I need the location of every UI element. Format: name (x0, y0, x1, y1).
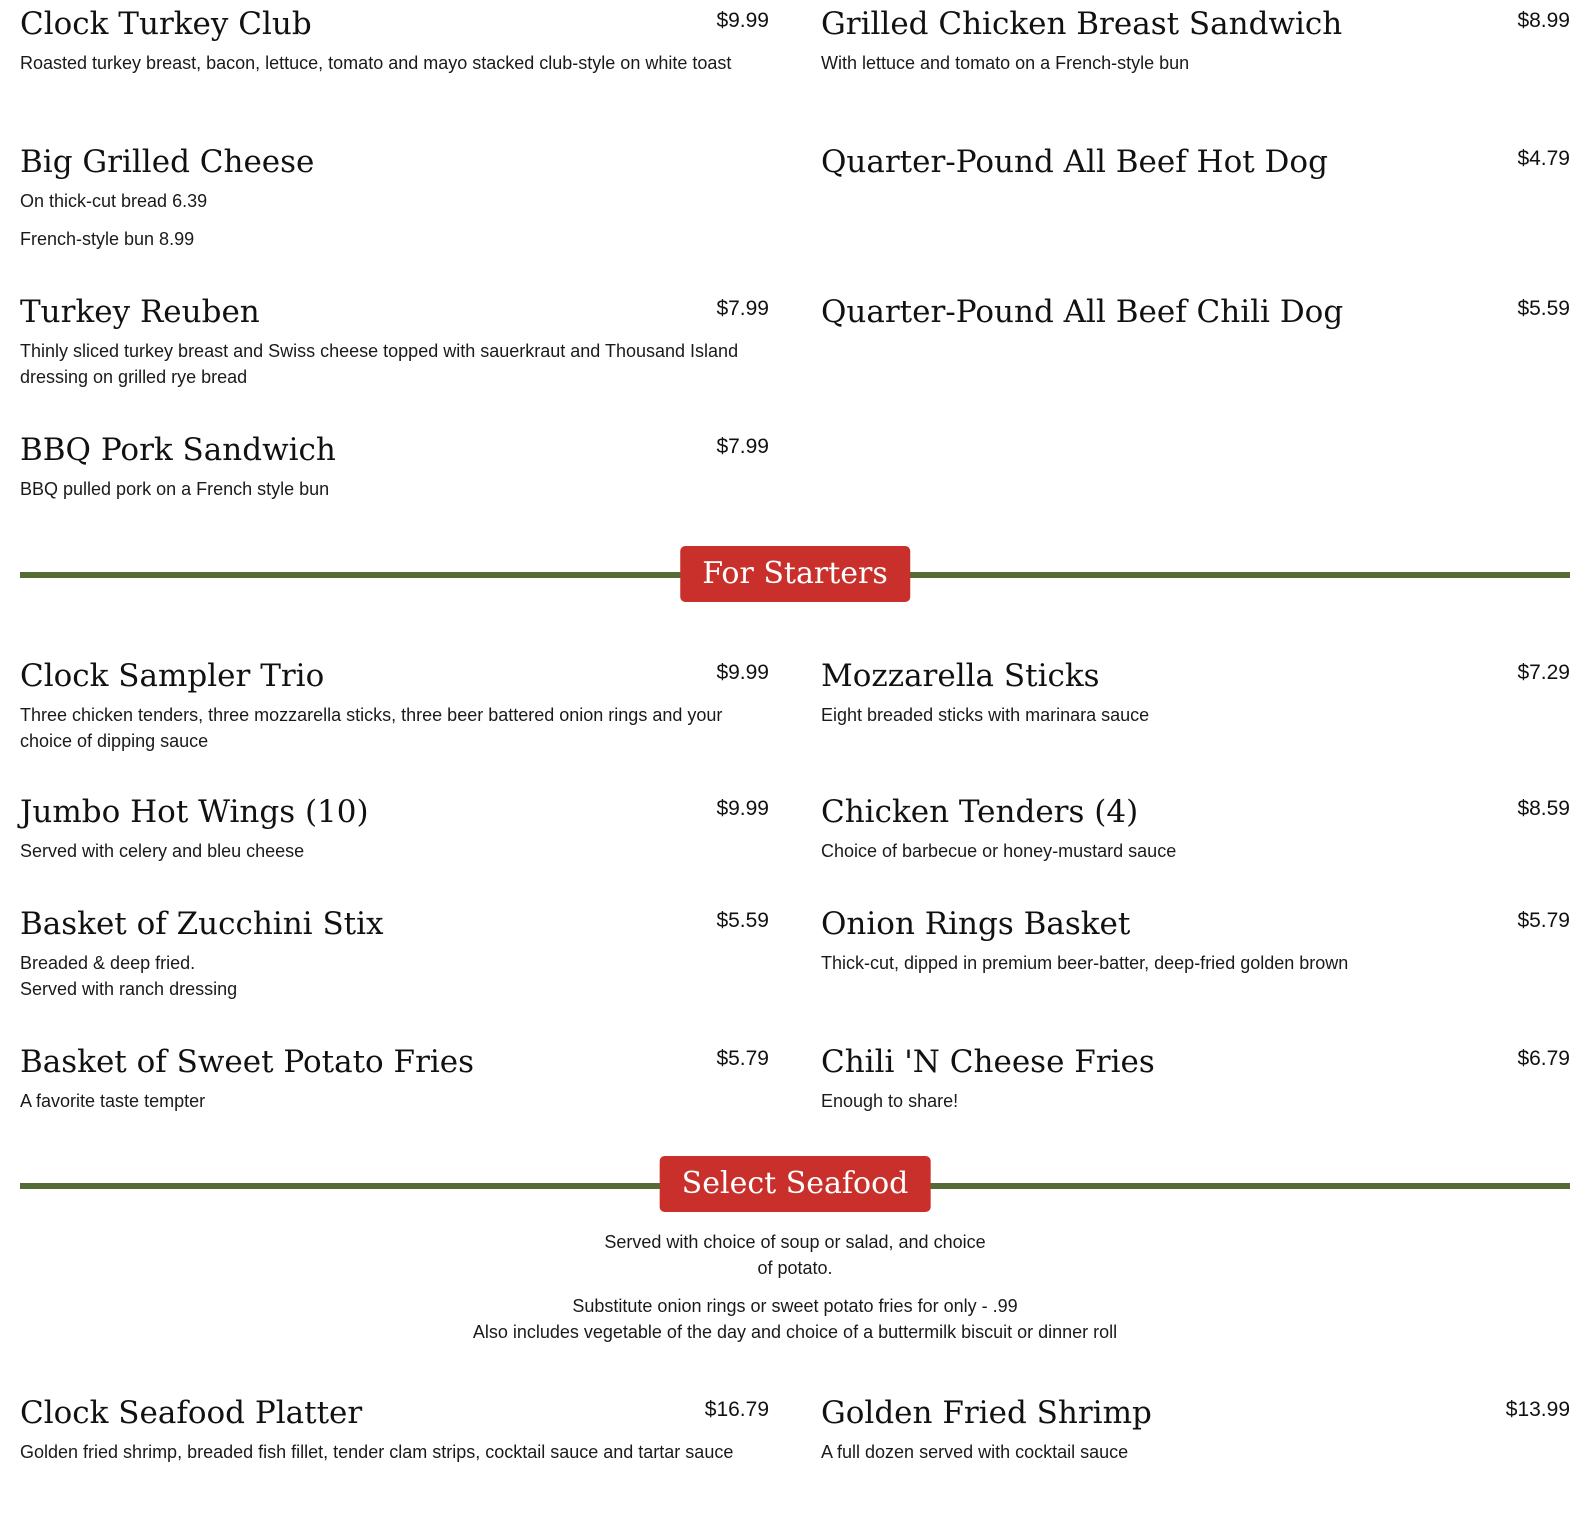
menu-item (20, 1393, 769, 1465)
item-name: Basket of Sweet Potato Fries (20, 1044, 475, 1080)
item-description: Breaded & deep fried. Served with ranch dressing (20, 953, 238, 999)
item-description: French-style bun 8.99 (20, 229, 195, 249)
menu-item (821, 656, 1570, 792)
menu-item (20, 904, 769, 1042)
item-name: Quarter-Pound All Beef Chili Dog (821, 294, 1344, 330)
item-description: Choice of barbecue or honey-mustard sauce (821, 841, 1177, 861)
menu-item (821, 142, 1570, 292)
item-price: $13.99 (1505, 1398, 1570, 1421)
starters-left-column (20, 656, 769, 1142)
seafood-intro (0, 1229, 1590, 1357)
item-price: $9.99 (716, 797, 769, 820)
item-name: Chili 'N Cheese Fries (821, 1044, 1155, 1080)
item-price: $8.59 (1517, 797, 1570, 820)
item-name: Clock Turkey Club (20, 6, 312, 42)
seafood-right-column (821, 1393, 1570, 1465)
item-price: $7.29 (1517, 661, 1570, 684)
item-name: Big Grilled Cheese (20, 144, 315, 180)
item-description: On thick-cut bread 6.39 (20, 191, 208, 211)
item-name: Basket of Zucchini Stix (20, 906, 384, 942)
item-description: A favorite taste tempter (20, 1091, 206, 1111)
item-description: Three chicken tenders, three mozzarella sticks, three beer battered onion rings and your choice of dipping sauce (20, 705, 723, 751)
item-name: Onion Rings Basket (821, 906, 1131, 942)
menu-item (821, 1042, 1570, 1142)
menu-item (20, 1042, 769, 1142)
item-description: With lettuce and tomato on a French-style bun (821, 53, 1190, 73)
item-name: Jumbo Hot Wings (10) (20, 794, 369, 830)
item-description: Golden fried shrimp, breaded fish fillet, tender clam strips, cocktail sauce and tartar sauce (20, 1442, 734, 1462)
menu-item (821, 1393, 1570, 1465)
item-price: $9.99 (716, 661, 769, 684)
sandwiches-left-column (20, 4, 769, 530)
item-name: Golden Fried Shrimp (821, 1395, 1152, 1431)
menu-item (20, 4, 769, 142)
item-price: $7.99 (716, 297, 769, 320)
item-price: $5.59 (1517, 297, 1570, 320)
item-price: $16.79 (704, 1398, 769, 1421)
section-title-seafood: Select Seafood (660, 1156, 931, 1212)
item-name: Clock Sampler Trio (20, 658, 325, 694)
sandwiches-right-column (821, 4, 1570, 530)
menu-item (20, 792, 769, 904)
item-description: Enough to share! (821, 1091, 959, 1111)
menu-item (20, 656, 769, 792)
seafood-intro-text: Substitute onion rings or sweet potato fries for only - .99 Also includes vegetable of the day and choice of a buttermilk biscuit or dinner roll (472, 1296, 1118, 1342)
item-name: Grilled Chicken Breast Sandwich (821, 6, 1343, 42)
item-name: Turkey Reuben (20, 294, 260, 330)
item-name: Mozzarella Sticks (821, 658, 1100, 694)
seafood-left-column (20, 1393, 769, 1465)
menu-item (821, 904, 1570, 1042)
menu-item (821, 792, 1570, 904)
menu-item (821, 292, 1570, 430)
item-name: Quarter-Pound All Beef Hot Dog (821, 144, 1328, 180)
menu-item (20, 292, 769, 430)
menu-item (20, 430, 769, 530)
section-title-starters: For Starters (680, 546, 910, 602)
item-price: $7.99 (716, 435, 769, 458)
item-price: $4.79 (1517, 147, 1570, 170)
item-price: $5.59 (716, 909, 769, 932)
item-price: $6.79 (1517, 1047, 1570, 1070)
item-description: BBQ pulled pork on a French style bun (20, 479, 330, 499)
item-price: $8.99 (1517, 9, 1570, 32)
seafood-intro-text: Served with choice of soup or salad, and choice of potato. (604, 1232, 986, 1278)
item-name: BBQ Pork Sandwich (20, 432, 336, 468)
item-price: $9.99 (716, 9, 769, 32)
menu-item (821, 4, 1570, 142)
item-price: $5.79 (716, 1047, 769, 1070)
item-description: Served with celery and bleu cheese (20, 841, 305, 861)
item-price: $5.79 (1517, 909, 1570, 932)
starters-grid (20, 656, 1570, 1142)
item-name: Clock Seafood Platter (20, 1395, 363, 1431)
item-description: Roasted turkey breast, bacon, lettuce, tomato and mayo stacked club-style on white toast (20, 53, 732, 73)
item-description: Thinly sliced turkey breast and Swiss cheese topped with sauerkraut and Thousand Island dressing on grilled rye bread (20, 341, 739, 387)
seafood-grid (20, 1393, 1570, 1465)
menu-item (20, 142, 769, 292)
item-name: Chicken Tenders (4) (821, 794, 1139, 830)
item-description: Eight breaded sticks with marinara sauce (821, 705, 1150, 725)
sandwiches-grid (20, 4, 1570, 530)
item-description: Thick-cut, dipped in premium beer-batter, deep-fried golden brown (821, 953, 1349, 973)
item-description: A full dozen served with cocktail sauce (821, 1442, 1129, 1462)
starters-right-column (821, 656, 1570, 1142)
